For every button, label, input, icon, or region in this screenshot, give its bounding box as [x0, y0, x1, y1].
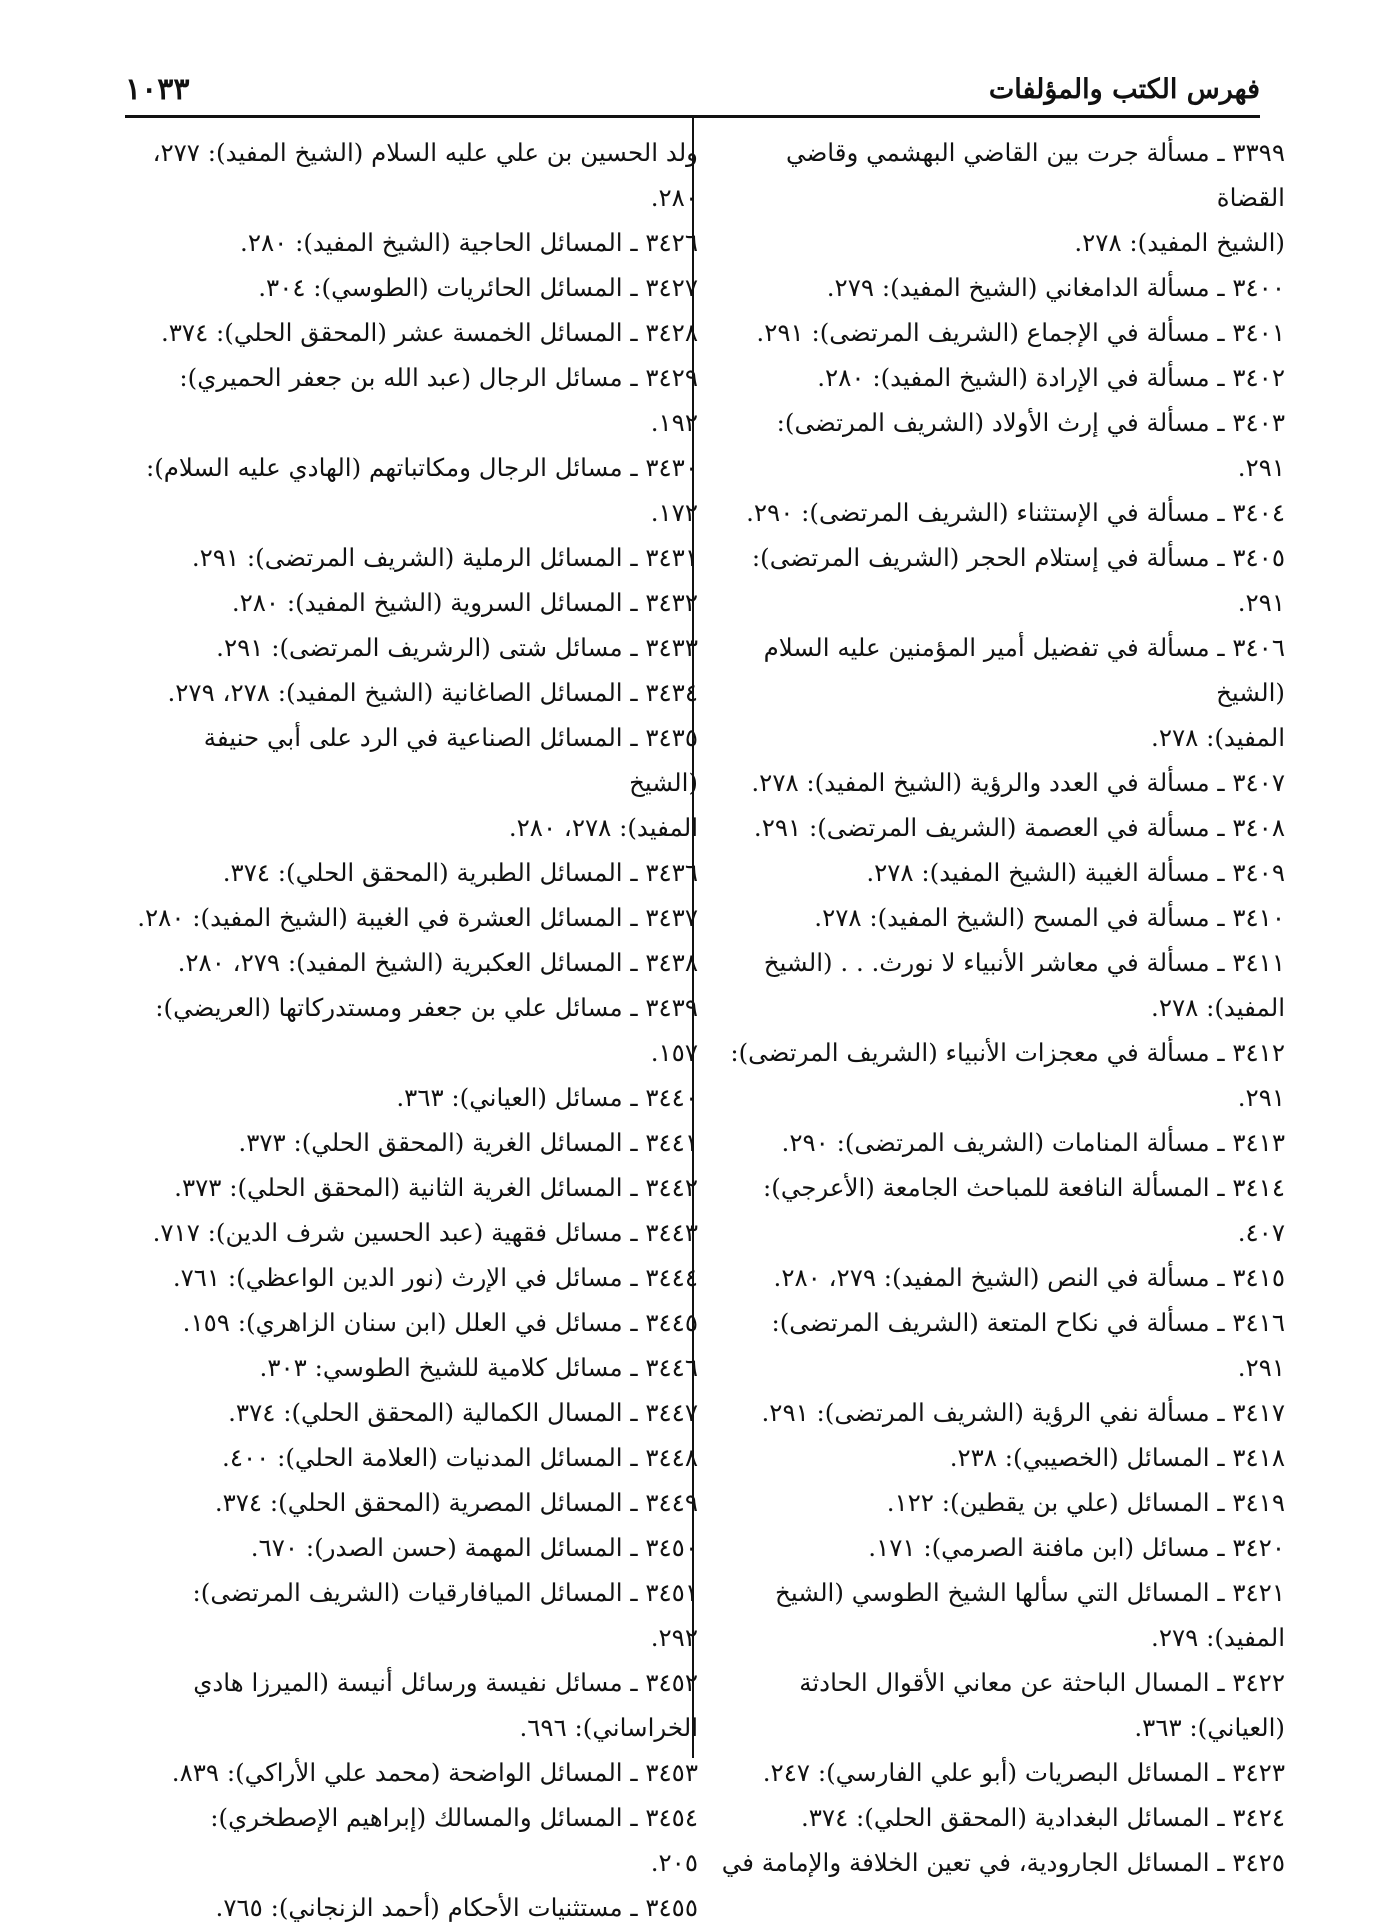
index-line: ٢٩١. — [1237, 1083, 1285, 1112]
index-line: ٣٣٩٩ ـ مسألة جرت بين القاضي البهشمي وقاضي القضاة — [786, 138, 1285, 212]
index-line: ٣٤٢٥ ـ المسائل الجارودية، في تعين الخلافة والإمامة في — [721, 1848, 1285, 1877]
index-line: ٣٤٢٨ ـ المسائل الخمسة عشر (المحقق الحلي): ٣٧٤. — [160, 318, 698, 347]
index-line: ٣٤٣٨ ـ المسائل العكبرية (الشيخ المفيد): ٢٧٩، ٢٨٠. — [177, 948, 698, 977]
index-line: (العياني): ٣٦٣. — [1134, 1713, 1285, 1742]
index-line: ٣٤٠٢ ـ مسألة في الإرادة (الشيخ المفيد): ٢٨٠. — [817, 363, 1285, 392]
index-line: ٣٤١٨ ـ المسائل (الخصيبي): ٢٣٨. — [949, 1443, 1285, 1472]
index-line: ٣٤١٤ ـ المسألة النافعة للمباحث الجامعة (الأعرجي): — [763, 1173, 1285, 1202]
index-line: ٣٤٣٤ ـ المسائل الصاغانية (الشيخ المفيد): ٢٧٨، ٢٧٩. — [167, 678, 698, 707]
index-line: المفيد): ٢٧٨. — [1151, 993, 1285, 1022]
index-line: ١٥٧. — [650, 1038, 698, 1067]
index-line: ٣٤٣٦ ـ المسائل الطبرية (المحقق الحلي): ٣٧٤. — [222, 858, 698, 887]
index-line: المفيد): ٢٧٩. — [1151, 1623, 1285, 1652]
page-number: ١٠٣٣ — [125, 72, 190, 107]
index-line: ٣٤٠٧ ـ مسألة في العدد والرؤية (الشيخ المفيد): ٢٧٨. — [751, 768, 1285, 797]
index-line: ٢٠٥. — [650, 1848, 698, 1877]
index-line: ٣٤٣٠ ـ مسائل الرجال ومكاتباتهم (الهادي عليه السلام): ١٧٢. — [145, 453, 698, 527]
right-column — [715, 130, 1285, 1885]
index-line: ٢٩١. — [1237, 453, 1285, 482]
index-line: ٣٤١٧ ـ مسألة نفي الرؤية (الشريف المرتضى): ٢٩١. — [761, 1398, 1285, 1427]
index-line: ٣٤١١ ـ مسألة في معاشر الأنبياء لا نورث. . . (الشيخ — [763, 948, 1285, 977]
index-line: ٣٤٠٠ ـ مسألة الدامغاني (الشيخ المفيد): ٢٧٩. — [826, 273, 1285, 302]
index-line: ٣٤١٣ ـ مسألة المنامات (الشريف المرتضى): ٢٩٠. — [781, 1128, 1285, 1157]
index-line: ٣٤٤٠ ـ مسائل (العياني): ٣٦٣. — [396, 1083, 698, 1112]
index-line: ٣٤٣٥ ـ المسائل الصناعية في الرد على أبي حنيفة (الشيخ — [203, 723, 698, 797]
index-line: ٣٤٤٢ ـ المسائل الغرية الثانية (المحقق الحلي): ٣٧٣. — [174, 1173, 698, 1202]
index-line: ٣٤٤٧ ـ المسال الكمالية (المحقق الحلي): ٣٧٤. — [228, 1398, 698, 1427]
index-line: ٣٤٢٤ ـ المسائل البغدادية (المحقق الحلي): ٣٧٤. — [800, 1803, 1285, 1832]
index-line: ٤٠٧. — [1237, 1218, 1285, 1247]
index-line: ٣٤٥٤ ـ المسائل والمسالك (إبراهيم الإصطخري): — [210, 1803, 698, 1832]
index-line: ٣٤٣٢ ـ المسائل السروية (الشيخ المفيد): ٢٨٠. — [231, 588, 698, 617]
index-line: ٣٤٠٩ ـ مسألة الغيبة (الشيخ المفيد): ٢٧٨. — [866, 858, 1285, 887]
index-line: ٣٤٠٣ ـ مسألة في إرث الأولاد (الشريف المرتضى): — [776, 408, 1285, 437]
index-line: ٣٤٠١ ـ مسألة في الإجماع (الشريف المرتضى): ٢٩١. — [756, 318, 1285, 347]
index-line: ٣٤٢٢ ـ المسال الباحثة عن معاني الأقوال الحادثة — [799, 1668, 1285, 1697]
index-line: ٣٤٣٣ ـ مسائل شتى (الرشريف المرتضى): ٢٩١. — [216, 633, 698, 662]
index-line: ٣٤٤٨ ـ المسائل المدنيات (العلامة الحلي): ٤٠٠. — [222, 1443, 698, 1472]
index-line: ٢٩٢. — [650, 1623, 698, 1652]
index-line: ٣٤٥٠ ـ المسائل المهمة (حسن الصدر): ٦٧٠. — [250, 1533, 698, 1562]
index-line: ٣٤١٦ ـ مسألة في نكاح المتعة (الشريف المرتضى): — [771, 1308, 1285, 1337]
index-line: المفيد): ٢٧٨، ٢٨٠. — [508, 813, 698, 842]
index-line: ٣٤٣١ ـ المسائل الرملية (الشريف المرتضى): ٢٩١. — [191, 543, 698, 572]
index-line: ٣٤٥٥ ـ مستثنيات الأحكام (أحمد الزنجاني): ٧٦٥. — [215, 1893, 698, 1922]
index-line: ٣٤١٢ ـ مسألة في معجزات الأنبياء (الشريف المرتضى): — [730, 1038, 1285, 1067]
index-line: ٣٤٥٢ ـ مسائل نفيسة ورسائل أنيسة (الميرزا هادي — [193, 1668, 698, 1697]
index-line: ٣٤٤١ ـ المسائل الغرية (المحقق الحلي): ٣٧٣. — [238, 1128, 698, 1157]
index-line: ٣٤٣٧ ـ المسائل العشرة في الغيبة (الشيخ المفيد): ٢٨٠. — [137, 903, 698, 932]
index-line: ٣٤٢٩ ـ مسائل الرجال (عبد الله بن جعفر الحميري): — [179, 363, 698, 392]
index-line: ٢٨٠. — [650, 183, 698, 212]
index-line: ٣٤٤٥ ـ مسائل في العلل (ابن سنان الزاهري): ١٥٩. — [182, 1308, 698, 1337]
index-line: ٣٤٠٦ ـ مسألة في تفضيل أمير المؤمنين عليه السلام (الشيخ — [763, 633, 1285, 707]
index-line: ٣٤٢٧ ـ المسائل الحائريات (الطوسي): ٣٠٤. — [258, 273, 698, 302]
index-line: ٣٤٤٦ ـ مسائل كلامية للشيخ الطوسي: ٣٠٣. — [259, 1353, 698, 1382]
index-line: ٣٤٢٠ ـ مسائل (ابن مافنة الصرمي): ١٧١. — [868, 1533, 1285, 1562]
index-line: ٣٤٥٣ ـ المسائل الواضحة (محمد علي الأراكي): ٨٣٩. — [171, 1758, 698, 1787]
left-column — [128, 130, 698, 1930]
index-line: ٣٤٥١ ـ المسائل الميافارقيات (الشريف المرتضى): — [192, 1578, 698, 1607]
index-line: الخراساني): ٦٩٦. — [519, 1713, 698, 1742]
index-line: (الشيخ المفيد): ٢٧٨. — [1074, 228, 1285, 257]
index-line: ولد الحسين بن علي عليه السلام (الشيخ المفيد): ٢٧٧، — [152, 138, 698, 167]
index-line: ٣٤٢١ ـ المسائل التي سألها الشيخ الطوسي (الشيخ — [775, 1578, 1285, 1607]
index-line: ٣٤٢٦ ـ المسائل الحاجية (الشيخ المفيد): ٢٨٠. — [240, 228, 698, 257]
index-line: ٣٤١٩ ـ المسائل (علي بن يقطين): ١٢٢. — [886, 1488, 1285, 1517]
index-line: ٢٩١. — [1237, 1353, 1285, 1382]
index-line: ٣٤٣٩ ـ مسائل علي بن جعفر ومستدركاتها (العريضي): — [155, 993, 698, 1022]
index-line: ٢٩١. — [1237, 588, 1285, 617]
index-line: ١٩٢. — [650, 408, 698, 437]
index-line: ٣٤١٠ ـ مسألة في المسح (الشيخ المفيد): ٢٧٨. — [814, 903, 1285, 932]
index-line: ٣٤٤٣ ـ مسائل فقهية (عبد الحسين شرف الدين): ٧١٧. — [152, 1218, 698, 1247]
index-line: ٣٤١٥ ـ مسألة في النص (الشيخ المفيد): ٢٧٩، ٢٨٠. — [773, 1263, 1285, 1292]
index-line: ٣٤٤٤ ـ مسائل في الإرث (نور الدين الواعظي): ٧٦١. — [172, 1263, 698, 1292]
index-line: ٣٤٠٨ ـ مسألة في العصمة (الشريف المرتضى): ٢٩١. — [753, 813, 1285, 842]
index-line: ٣٤٢٣ ـ المسائل البصريات (أبو علي الفارسي): ٢٤٧. — [762, 1758, 1285, 1787]
index-line: ٣٤٠٤ ـ مسألة في الإستثناء (الشريف المرتضى): ٢٩٠. — [746, 498, 1285, 527]
page-header — [125, 70, 1260, 110]
running-title: فهرس الكتب والمؤلفات — [988, 74, 1260, 105]
index-line: ٣٤٤٩ ـ المسائل المصرية (المحقق الحلي): ٣٧٤. — [214, 1488, 698, 1517]
index-line: ٣٤٠٥ ـ مسألة في إستلام الحجر (الشريف المرتضى): — [751, 543, 1285, 572]
index-line: المفيد): ٢٧٨. — [1151, 723, 1285, 752]
